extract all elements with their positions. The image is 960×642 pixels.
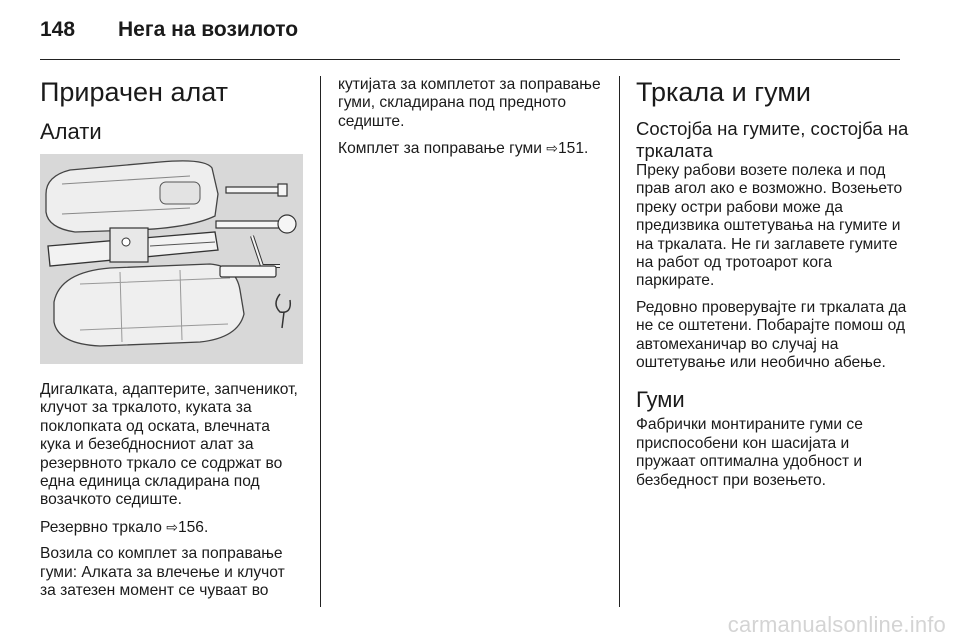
arrow-right-icon: ⇨: [166, 518, 178, 535]
heading-wheels-tyres: Тркала и гуми: [636, 77, 811, 107]
tool-kit-illustration: [40, 154, 303, 364]
paragraph: Преку рабови возете полека и под прав агол ако е возможно. Возењето преку остри рабови може да предизвика оштетувања на гумите и на тркалата. Не ги заглавете гумите на работ од тротоарот кога паркирате.: [636, 162, 903, 290]
heading-tools: Алати: [40, 119, 102, 144]
page-reference-link[interactable]: 156.: [177, 518, 209, 536]
paragraph: Фабрички монтираните гуми се приспособени кон шасијата и пружаат оптимална удобност и безбедност при возењето.: [636, 416, 863, 489]
reference-paragraph: [40, 518, 303, 537]
reference-text: Комплет за поправање гуми: [338, 140, 547, 158]
paragraph: Возила со комплет за поправање гуми: Алката за влечење и клучот за затезен момент се чуваат во: [40, 545, 285, 600]
arrow-right-icon: ⇨: [546, 140, 558, 157]
page-header: [40, 18, 298, 48]
reference-paragraph: [338, 139, 602, 158]
column-1: [40, 76, 303, 608]
reference-text: Резервно тркало: [40, 518, 167, 536]
column-2: [338, 76, 602, 167]
watermark: carmanualsonline.info: [727, 612, 946, 637]
paragraph: Дигалката, адаптерите, запченикот, клучот за тркалото, куката за поклопката од оската, влечната кука и безебдносниот алат за резервното тркало се содржат во една единица складирана под возачкото седиште.: [40, 381, 298, 509]
paragraph: кутијата за комплетот за поправање гуми, складирана под предното седиште.: [338, 76, 601, 130]
page-number: 148: [40, 18, 76, 41]
heading-tools-kit: Прирачен алат: [40, 77, 228, 107]
column-3: [636, 76, 910, 498]
page-reference-link[interactable]: 151.: [557, 140, 589, 158]
column-divider: [320, 76, 321, 607]
paragraph: Редовно проверувајте ги тркалата да не се оштетени. Побарајте помош од автомеханичар во случај на оштетување или необично абење.: [636, 298, 907, 372]
section-title: Нега на возилото: [118, 18, 299, 41]
header-rule: [40, 59, 900, 60]
heading-tyres: Гуми: [636, 387, 685, 413]
column-divider: [619, 76, 620, 607]
heading-condition: Состојба на гумите, состојба на тркалата: [636, 118, 909, 161]
